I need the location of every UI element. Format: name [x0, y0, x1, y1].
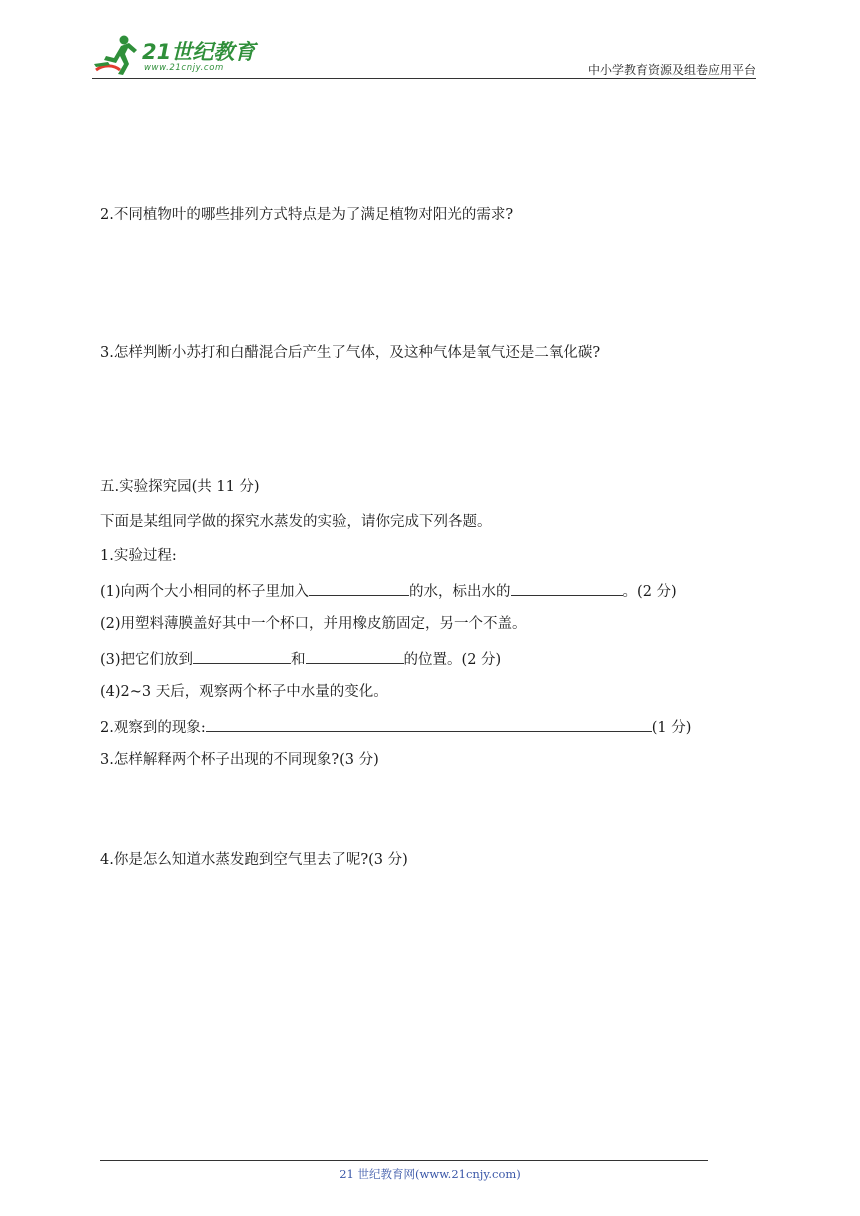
- question-5-2-text: 2.观察到的现象:: [100, 720, 206, 736]
- question-5-2-score: (1 分): [651, 720, 692, 736]
- step-3: [100, 648, 501, 670]
- platform-name: 中小学教育资源及组卷应用平台: [587, 63, 756, 77]
- runner-logo-icon: [94, 34, 138, 76]
- question-5-3: 3.怎样解释两个杯子出现的不同现象?(3 分): [100, 752, 379, 768]
- step-1-text-a: (1)向两个大小相同的杯子里加入: [100, 584, 310, 600]
- step-3-text-c: 的位置。(2 分): [403, 652, 502, 668]
- step-1-text-c: 。(2 分): [622, 584, 677, 600]
- blank-observation[interactable]: [206, 716, 652, 732]
- question-4-2: 2.不同植物叶的哪些排列方式特点是为了满足植物对阳光的需求?: [100, 207, 514, 223]
- question-5-1-title: 1.实验过程:: [100, 548, 177, 564]
- question-4-3: 3.怎样判断小苏打和白醋混合后产生了气体，及这种气体是氧气还是二氧化碳?: [100, 345, 601, 361]
- header-divider: [92, 78, 756, 79]
- section-five-title: 五.实验探究园(共 11 分): [100, 479, 260, 495]
- blank-place-2[interactable]: [306, 648, 404, 664]
- step-1: [100, 580, 677, 602]
- section-five-intro: 下面是某组同学做的探究水蒸发的实验，请你完成下列各题。: [100, 514, 492, 530]
- step-2: (2)用塑料薄膜盖好其中一个杯口，并用橡皮筋固定，另一个不盖。: [100, 616, 527, 632]
- blank-water-level[interactable]: [511, 580, 623, 596]
- footer-divider: [100, 1160, 708, 1161]
- step-4: (4)2~3 天后，观察两个杯子中水量的变化。: [100, 684, 388, 700]
- blank-amount[interactable]: [309, 580, 409, 596]
- logo-url: www.21cnjy.com: [144, 63, 224, 73]
- page-header: [92, 30, 756, 80]
- step-3-text-a: (3)把它们放到: [100, 652, 194, 668]
- question-5-2: [100, 716, 691, 738]
- footer-text[interactable]: 21 世纪教育网(www.21cnjy.com): [339, 1167, 521, 1181]
- step-1-text-b: 的水，标出水的: [409, 584, 511, 600]
- logo: [92, 30, 262, 80]
- blank-place-1[interactable]: [193, 648, 291, 664]
- question-5-4: 4.你是怎么知道水蒸发跑到空气里去了呢?(3 分): [100, 852, 408, 868]
- step-3-text-b: 和: [291, 652, 306, 668]
- logo-text: 21世纪教育: [142, 40, 256, 64]
